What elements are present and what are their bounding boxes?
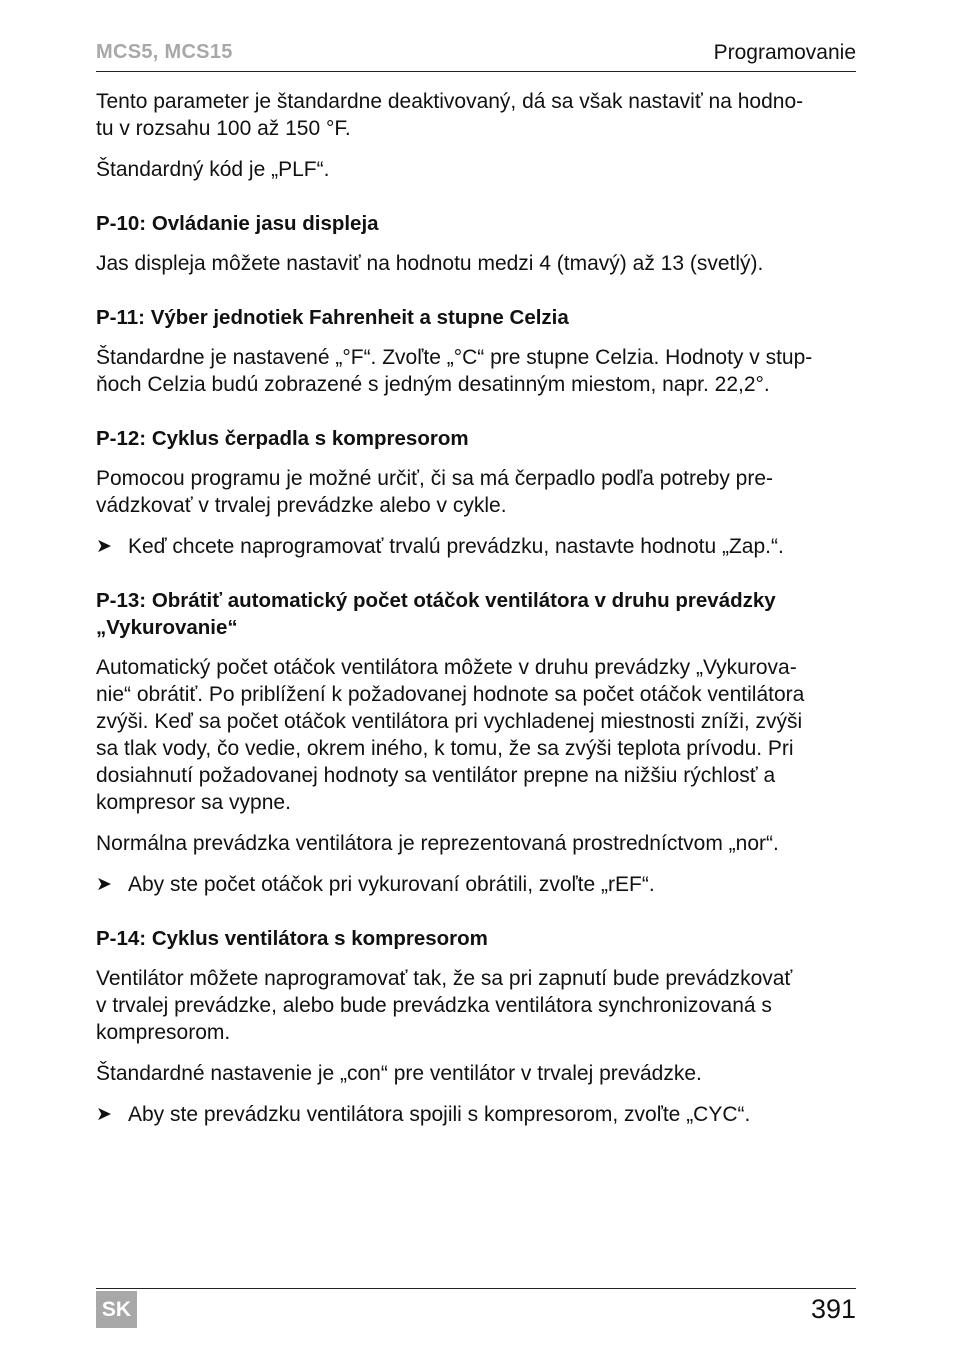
intro-line-1: Tento parameter je štandardne deaktivovaný, dá sa však nastaviť na hodno-	[96, 90, 804, 113]
header-section: Programovanie	[713, 41, 856, 64]
p13-text	[96, 654, 858, 816]
p14-instruction-text: Aby ste prevádzku ventilátora spojili s kompresorom, zvoľte „CYC“.	[128, 1103, 751, 1126]
arrow-bullet-icon: ➤	[96, 536, 112, 557]
p11-line-2: ňoch Celzia budú zobrazené s jedným desatinným miestom, napr. 22,2°.	[96, 373, 770, 396]
p13-heading-line-1: P-13: Obrátiť automatický počet otáčok ventilátora v druhu prevádzky	[96, 589, 776, 612]
p13-line-6: kompresor sa vypne.	[96, 791, 291, 814]
intro-paragraph	[96, 88, 858, 142]
footer-divider	[96, 1288, 856, 1289]
header-product: MCS5, MCS15	[96, 41, 233, 63]
p13-heading-line-2: „Vykurovanie“	[96, 616, 238, 639]
p14-default-text: Štandardné nastavenie je „con“ pre ventilátor v trvalej prevádzke.	[96, 1062, 702, 1085]
p14-line-3: kompresorom.	[96, 1021, 231, 1044]
p14-heading: P-14: Cyklus ventilátora s kompresorom	[96, 927, 488, 950]
p10-text: Jas displeja môžete nastaviť na hodnotu medzi 4 (tmavý) až 13 (svetlý).	[96, 252, 764, 275]
p13-line-1: Automatický počet otáčok ventilátora môžete v druhu prevádzky „Vykurova-	[96, 656, 797, 679]
p12-heading: P-12: Cyklus čerpadla s kompresorom	[96, 427, 469, 450]
p11-line-1: Štandardne je nastavené „°F“. Zvoľte „°C“ pre stupne Celzia. Hodnoty v stup-	[96, 346, 813, 369]
p12-line-2: vádzkovať v trvalej prevádzke alebo v cykle.	[96, 494, 507, 517]
p14-text	[96, 965, 858, 1046]
p10-heading: P-10: Ovládanie jasu displeja	[96, 212, 379, 235]
p13-normal-mode-text: Normálna prevádzka ventilátora je reprezentovaná prostredníctvom „nor“.	[96, 832, 779, 855]
p14-line-2: v trvalej prevádzke, alebo bude prevádzka ventilátora synchronizovaná s	[96, 994, 772, 1017]
p14-instruction	[96, 1101, 858, 1128]
header-divider	[96, 71, 856, 72]
language-badge: SK	[96, 1291, 137, 1328]
p11-text	[96, 344, 858, 398]
arrow-bullet-icon: ➤	[96, 1104, 112, 1125]
default-code-paragraph: Štandardný kód je „PLF“.	[96, 158, 330, 181]
p13-line-2: nie“ obrátiť. Po priblížení k požadovanej hodnote sa počet otáčok ventilátora	[96, 683, 805, 706]
page-content	[96, 88, 858, 1142]
p11-heading: P-11: Výber jednotiek Fahrenheit a stupne Celzia	[96, 306, 569, 329]
p12-text	[96, 465, 858, 519]
p12-instruction-text: Keď chcete naprogramovať trvalú prevádzku, nastavte hodnotu „Zap.“.	[128, 535, 784, 558]
arrow-bullet-icon: ➤	[96, 874, 112, 895]
p12-line-1: Pomocou programu je možné určiť, či sa má čerpadlo podľa potreby pre-	[96, 467, 773, 490]
p14-line-1: Ventilátor môžete naprogramovať tak, že sa pri zapnutí bude prevádzkovať	[96, 967, 793, 990]
page-number: 391	[810, 1294, 856, 1324]
p12-instruction	[96, 533, 858, 560]
p13-instruction-text: Aby ste počet otáčok pri vykurovaní obrátili, zvoľte „rEF“.	[128, 873, 655, 896]
p13-line-5: dosiahnutí požadovanej hodnoty sa ventilátor prepne na nižšiu rýchlosť a	[96, 764, 776, 787]
p13-heading	[96, 587, 858, 641]
p13-instruction	[96, 871, 858, 898]
intro-line-2: tu v rozsahu 100 až 150 °F.	[96, 117, 351, 140]
p13-line-4: sa tlak vody, čo vedie, okrem iného, k tomu, že sa zvýši teplota prívodu. Pri	[96, 737, 794, 760]
p13-line-3: zvýši. Keď sa počet otáčok ventilátora pri vychladenej miestnosti zníži, zvýši	[96, 710, 803, 733]
